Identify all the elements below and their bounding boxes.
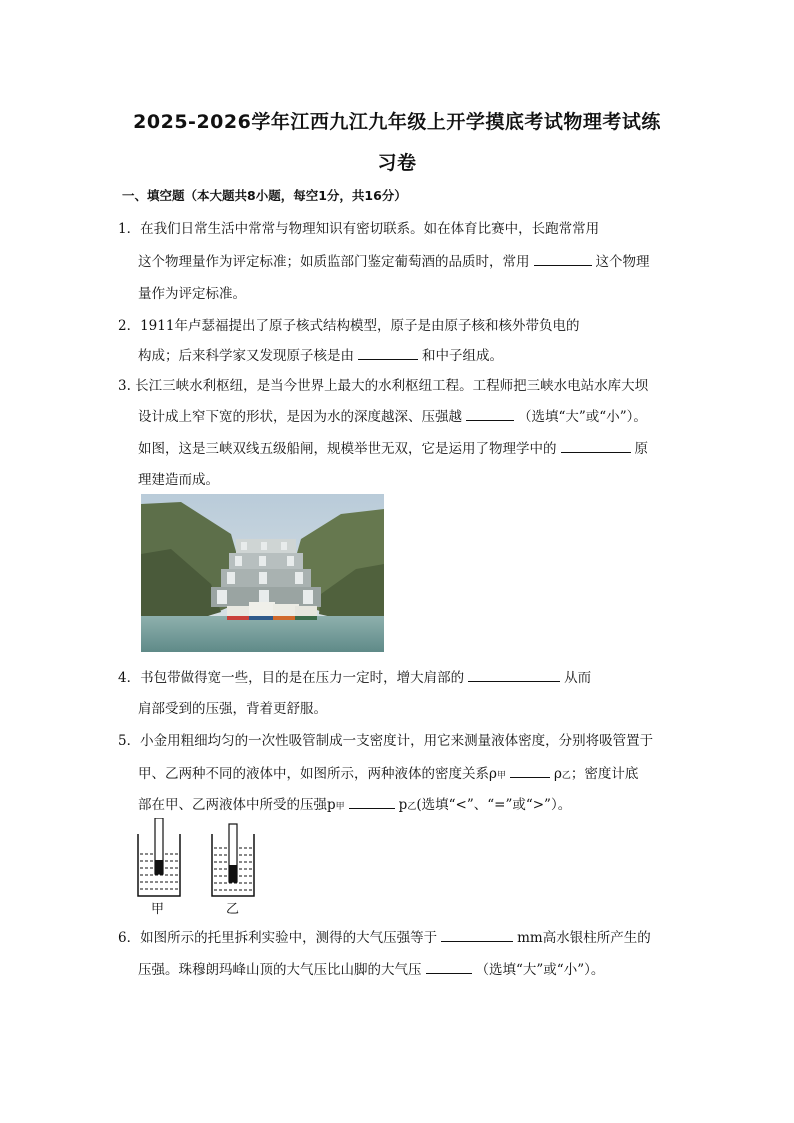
section-heading: 一、填空题（本大题共8小题，每空1分，共16分） xyxy=(122,188,407,203)
answer-blank[interactable] xyxy=(426,960,472,975)
label-yi: 乙 xyxy=(226,902,240,917)
q2-line1: 2．1911年卢瑟福提出了原子核式结构模型，原子是由原子核和核外带负电的 xyxy=(118,318,580,334)
q5-line1: 5．小金用粗细均匀的一次性吸管制成一支密度计，用它来测量液体密度，分别将吸管置于 xyxy=(118,733,654,749)
beaker-jia xyxy=(138,818,180,896)
answer-blank[interactable] xyxy=(349,795,395,810)
beaker-yi xyxy=(212,824,254,896)
q1-line2: 这个物理量作为评定标准；如质监部门鉴定葡萄酒的品质时，常用 这个物理 xyxy=(138,250,650,270)
q1-line3: 量作为评定标准。 xyxy=(138,286,246,302)
q6-line1: 6．如图所示的托里拆利实验中，测得的大气压强等于 mm高水银柱所产生的 xyxy=(118,926,651,946)
answer-blank[interactable] xyxy=(358,346,418,361)
q3-line4: 理建造而成。 xyxy=(138,472,219,488)
answer-blank[interactable] xyxy=(510,764,550,779)
ship-lock-photo xyxy=(141,494,384,652)
q3-line1: 3. 长江三峡水利枢纽，是当今世界上最大的水利枢纽工程。工程师把三峡水电站水库大坝 xyxy=(118,378,649,394)
q5-line2: 甲、乙两种不同的液体中，如图所示，两种液体的密度关系ρ甲 ρ乙；密度计底 xyxy=(138,762,638,782)
q3-line3: 如图，这是三峡双线五级船闸，规模举世无双，它是运用了物理学中的 原 xyxy=(138,437,648,457)
density-meter-figure xyxy=(130,818,270,918)
q2-line2: 构成；后来科学家又发现原子核是由 和中子组成。 xyxy=(138,344,503,364)
q4-line1: 4．书包带做得宽一些，目的是在压力一定时，增大肩部的 从而 xyxy=(118,666,591,686)
answer-blank[interactable] xyxy=(468,668,560,683)
label-jia: 甲 xyxy=(151,902,165,917)
q4-line2: 肩部受到的压强，背着更舒服。 xyxy=(138,701,327,717)
answer-blank[interactable] xyxy=(441,928,513,943)
q6-line2: 压强。珠穆朗玛峰山顶的大气压比山脚的大气压 （选填“大”或“小”）。 xyxy=(138,958,604,978)
q1-line1: 1．在我们日常生活中常常与物理知识有密切联系。如在体育比赛中，长跑常常用 xyxy=(118,221,600,237)
page-title-cont: 习卷 xyxy=(377,152,417,174)
answer-blank[interactable] xyxy=(534,252,592,267)
q5-line3: 部在甲、乙两液体中所受的压强p甲 p乙(选填“<”、“=”或“>”）。 xyxy=(138,793,571,813)
q3-line2: 设计成上窄下宽的形状，是因为水的深度越深、压强越 （选填“大”或“小”）。 xyxy=(138,405,647,425)
answer-blank[interactable] xyxy=(561,439,631,454)
answer-blank[interactable] xyxy=(466,407,514,422)
page-title: 2025-2026学年江西九江九年级上开学摸底考试物理考试练 xyxy=(133,111,661,133)
